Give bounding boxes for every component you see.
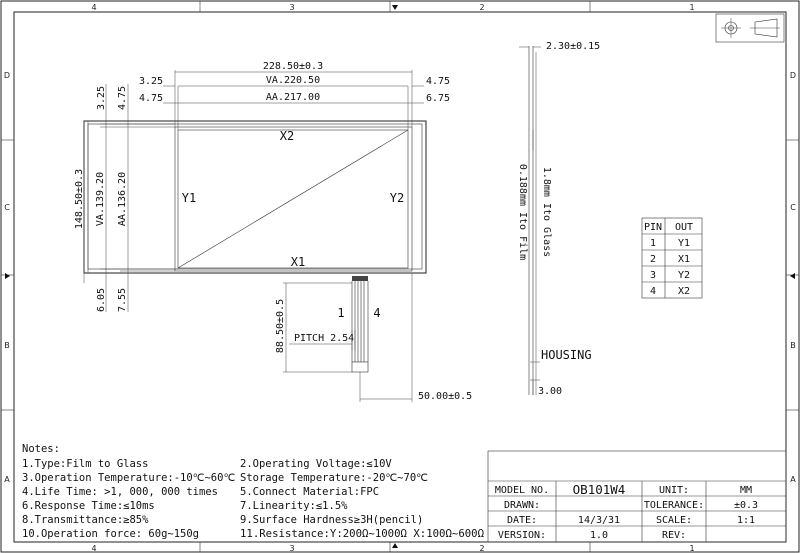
unit-label: UNIT: <box>658 485 690 496</box>
pin-table-cell: 1 <box>649 238 657 249</box>
pin-table-cell: 2 <box>649 254 657 265</box>
drawn-label: DRAWN: <box>503 500 541 511</box>
title-block <box>488 451 786 542</box>
electrode-x1-label: X1 <box>290 255 306 269</box>
touch-panel-outline <box>84 121 426 273</box>
top-offset-2-dim: 4.75 <box>117 85 128 111</box>
version-value: 1.0 <box>589 530 609 541</box>
model-no-value: OB101W4 <box>572 482 626 497</box>
thickness-dim: 2.30±0.15 <box>546 41 601 52</box>
housing-dim: 3.00 <box>538 386 563 397</box>
note-line: 4.Life Time: >1, 000, 000 times <box>22 486 218 498</box>
note-line: 5.Connect Material:FPC <box>240 486 380 498</box>
zone-bottom-3: 3 <box>289 544 295 553</box>
tail-position-dim: 50.00±0.5 <box>418 391 473 402</box>
note-line: 8.Transmittance:≥85% <box>22 514 149 526</box>
electrode-x2-label: X2 <box>279 129 295 143</box>
zone-left-a: A <box>4 475 10 484</box>
left-offset-aa-dim: 4.75 <box>139 93 164 104</box>
note-line: 2.Operating Voltage:≤10V <box>240 458 392 470</box>
film-thickness-note: 0.188mm Ito Film <box>517 163 528 261</box>
tolerance-label: TOLERANCE: <box>643 500 705 511</box>
note-line: 6.Response Time:≤10ms <box>22 500 155 512</box>
electrode-y1-label: Y1 <box>181 191 197 205</box>
right-offset-aa-dim: 6.75 <box>426 93 451 104</box>
note-line: 9.Surface Hardness≥3H(pencil) <box>240 514 424 526</box>
zone-top-1: 1 <box>689 3 695 12</box>
projection-symbol-icon <box>716 14 784 42</box>
glass-thickness-note: 1.8mm Ito Glass <box>541 166 552 258</box>
zone-bottom-4: 4 <box>91 544 97 553</box>
zone-right-a: A <box>790 475 796 484</box>
electrode-y2-label: Y2 <box>389 191 405 205</box>
note-line: Storage Temperature:-20℃~70℃ <box>240 472 428 484</box>
zone-left-b: B <box>4 341 10 350</box>
pin-table-cell: 3 <box>649 270 657 281</box>
diagonal-line <box>178 130 408 268</box>
zone-left-c: C <box>4 203 10 212</box>
bottom-offset-1-dim: 6.05 <box>96 287 107 313</box>
pin-table-cell: 4 <box>649 286 657 297</box>
housing-label: HOUSING <box>541 348 592 362</box>
note-line: 11.Resistance:Y:200Ω~1000Ω X:100Ω~600Ω <box>240 528 484 540</box>
overall-height-dim: 148.50±0.3 <box>74 168 85 230</box>
aa-width-dim: AA.217.00 <box>265 92 321 103</box>
zone-right-c: C <box>790 203 796 212</box>
zone-bottom-1: 1 <box>689 544 695 553</box>
model-no-label: MODEL NO. <box>494 485 550 496</box>
pin-table-header-out: OUT <box>674 222 694 233</box>
pin-4-label: 4 <box>373 306 381 320</box>
va-height-dim: VA.139.20 <box>95 171 106 227</box>
rev-label: REV: <box>661 530 687 541</box>
notes-title: Notes: <box>22 443 60 455</box>
pitch-dim: PITCH 2.54 <box>294 333 355 344</box>
pin-table-cell: X1 <box>677 254 691 265</box>
pin-table-header-pin: PIN <box>643 222 663 233</box>
overall-width-dim: 228.50±0.3 <box>262 61 324 72</box>
zone-top-2: 2 <box>479 3 485 12</box>
zone-right-b: B <box>790 341 796 350</box>
unit-value: MM <box>739 485 753 496</box>
top-offset-1-dim: 3.25 <box>96 85 107 111</box>
left-offset-top-dim: 3.25 <box>139 76 164 87</box>
zone-top-4: 4 <box>91 3 97 12</box>
version-label: VERSION: <box>497 530 547 541</box>
va-width-dim: VA.220.50 <box>265 75 321 86</box>
zone-top-3: 3 <box>289 3 295 12</box>
zone-right-d: D <box>789 71 797 80</box>
date-label: DATE: <box>506 515 538 526</box>
zone-bottom-2: 2 <box>479 544 485 553</box>
pin-table-cell: Y1 <box>677 238 691 249</box>
pin-1-label: 1 <box>337 306 345 320</box>
pin-table-cell: Y2 <box>677 270 691 281</box>
scale-label: SCALE: <box>655 515 693 526</box>
date-value: 14/3/31 <box>577 515 621 526</box>
note-line: 7.Linearity:≤1.5% <box>240 500 348 512</box>
note-line: 10.Operation force: 60g~150g <box>22 528 200 540</box>
tail-length-dim: 88.50±0.5 <box>275 298 286 354</box>
zone-left-d: D <box>3 71 11 80</box>
bottom-offset-2-dim: 7.55 <box>117 287 128 313</box>
aa-height-dim: AA.136.20 <box>117 171 128 227</box>
right-offset-top-dim: 4.75 <box>426 76 451 87</box>
tolerance-value: ±0.3 <box>733 500 759 511</box>
scale-value: 1:1 <box>736 515 756 526</box>
note-line: 3.Operation Temperature:-10℃~60℃ <box>22 472 236 484</box>
note-line: 1.Type:Film to Glass <box>22 458 149 470</box>
pin-table-cell: X2 <box>677 286 691 297</box>
